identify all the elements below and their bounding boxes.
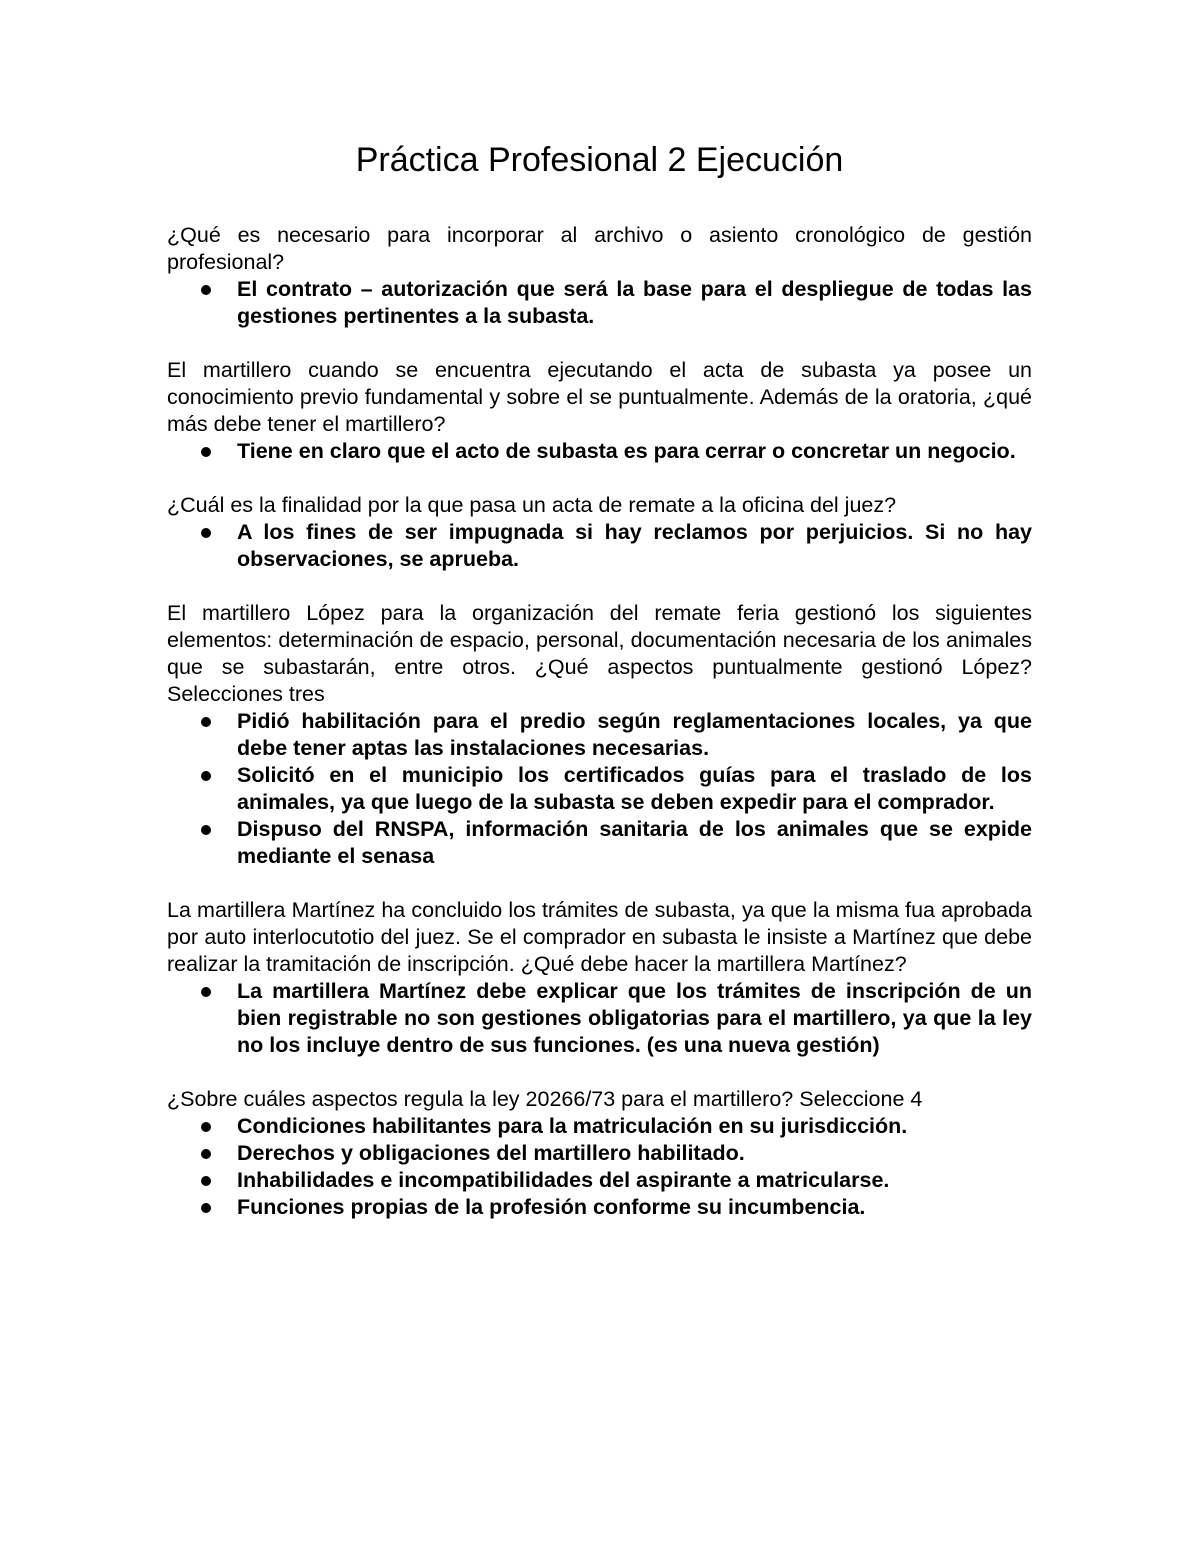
answer-text: La martillera Martínez debe explicar que los trámites de inscripción de un bien registrable no son gestiones obligatorias para el martillero, ya que la ley no los incluye dentro de sus funciones. (es una nueva gestión): [237, 979, 1032, 1057]
question-text: El martillero cuando se encuentra ejecutando el acta de subasta ya posee un conocimiento previo fundamental y sobre el se puntualmente. Además de la oratoria, ¿qué más debe tener el martillero?: [167, 358, 1032, 436]
bullet-icon: [201, 1149, 211, 1159]
answer-item: [167, 708, 1032, 762]
bullet-icon: [201, 528, 211, 538]
answer-text: Solicitó en el municipio los certificados guías para el traslado de los animales, ya que luego de la subasta se deben expedir para el comprador.: [237, 763, 1032, 814]
question-text: La martillera Martínez ha concluido los trámites de subasta, ya que la misma fua aprobada por auto interlocutotio del juez. Se el comprador en subasta le insiste a Martínez que debe realizar la tramitación de inscripción. ¿Qué debe hacer la martillera Martínez?: [167, 898, 1032, 976]
answer-text: A los fines de ser impugnada si hay reclamos por perjuicios. Si no hay observaciones, se aprueba.: [237, 520, 1032, 571]
answer-list: [167, 519, 1032, 573]
answer-text: Pidió habilitación para el predio según reglamentaciones locales, ya que debe tener aptas las instalaciones necesarias.: [237, 709, 1032, 760]
answer-text: El contrato – autorización que será la base para el despliegue de todas las gestiones pertinentes a la subasta.: [237, 277, 1032, 328]
answer-text: Tiene en claro que el acto de subasta es para cerrar o concretar un negocio.: [237, 439, 1016, 463]
bullet-icon: [201, 987, 211, 997]
qa-block-6: [167, 1086, 1032, 1221]
question-text: ¿Sobre cuáles aspectos regula la ley 20266/73 para el martillero? Seleccione 4: [167, 1087, 923, 1111]
answer-text: Condiciones habilitantes para la matriculación en su jurisdicción.: [237, 1114, 908, 1138]
answer-item: [167, 816, 1032, 870]
answer-item: [167, 519, 1032, 573]
answer-list: [167, 978, 1032, 1059]
qa-block-5: [167, 897, 1032, 1059]
answer-item: [167, 1194, 1032, 1221]
answer-item: [167, 1140, 1032, 1167]
answer-text: Dispuso del RNSPA, información sanitaria de los animales que se expide mediante el senasa: [237, 817, 1032, 868]
bullet-icon: [201, 1176, 211, 1186]
qa-block-3: [167, 492, 1032, 573]
document-page: [167, 136, 1032, 1248]
question-text: ¿Qué es necesario para incorporar al archivo o asiento cronológico de gestión profesional?: [167, 223, 1032, 274]
document-title: Práctica Profesional 2 Ejecución: [355, 141, 844, 179]
answer-item: [167, 1167, 1032, 1194]
answer-item: [167, 1113, 1032, 1140]
answer-item: [167, 978, 1032, 1059]
answer-list: [167, 708, 1032, 870]
answer-list: [167, 438, 1032, 465]
answer-text: Funciones propias de la profesión conforme su incumbencia.: [237, 1195, 866, 1219]
question-text: El martillero López para la organización del remate feria gestionó los siguientes elementos: determinación de espacio, personal, documentación necesaria de los animales que se subastarán, entre otros. ¿Qué aspectos puntualmente gestionó López? Selecciones tres: [167, 601, 1032, 706]
qa-block-2: [167, 357, 1032, 465]
qa-block-1: [167, 222, 1032, 330]
bullet-icon: [201, 771, 211, 781]
bullet-icon: [201, 1122, 211, 1132]
bullet-icon: [201, 447, 211, 457]
answer-list: [167, 276, 1032, 330]
answer-text: Inhabilidades e incompatibilidades del aspirante a matricularse.: [237, 1168, 890, 1192]
question-text: ¿Cuál es la finalidad por la que pasa un acta de remate a la oficina del juez?: [167, 493, 897, 517]
bullet-icon: [201, 717, 211, 727]
answer-item: [167, 438, 1032, 465]
bullet-icon: [201, 825, 211, 835]
answer-item: [167, 762, 1032, 816]
qa-block-4: [167, 600, 1032, 870]
answer-item: [167, 276, 1032, 330]
answer-text: Derechos y obligaciones del martillero habilitado.: [237, 1141, 745, 1165]
bullet-icon: [201, 1203, 211, 1213]
bullet-icon: [201, 285, 211, 295]
answer-list: [167, 1113, 1032, 1221]
